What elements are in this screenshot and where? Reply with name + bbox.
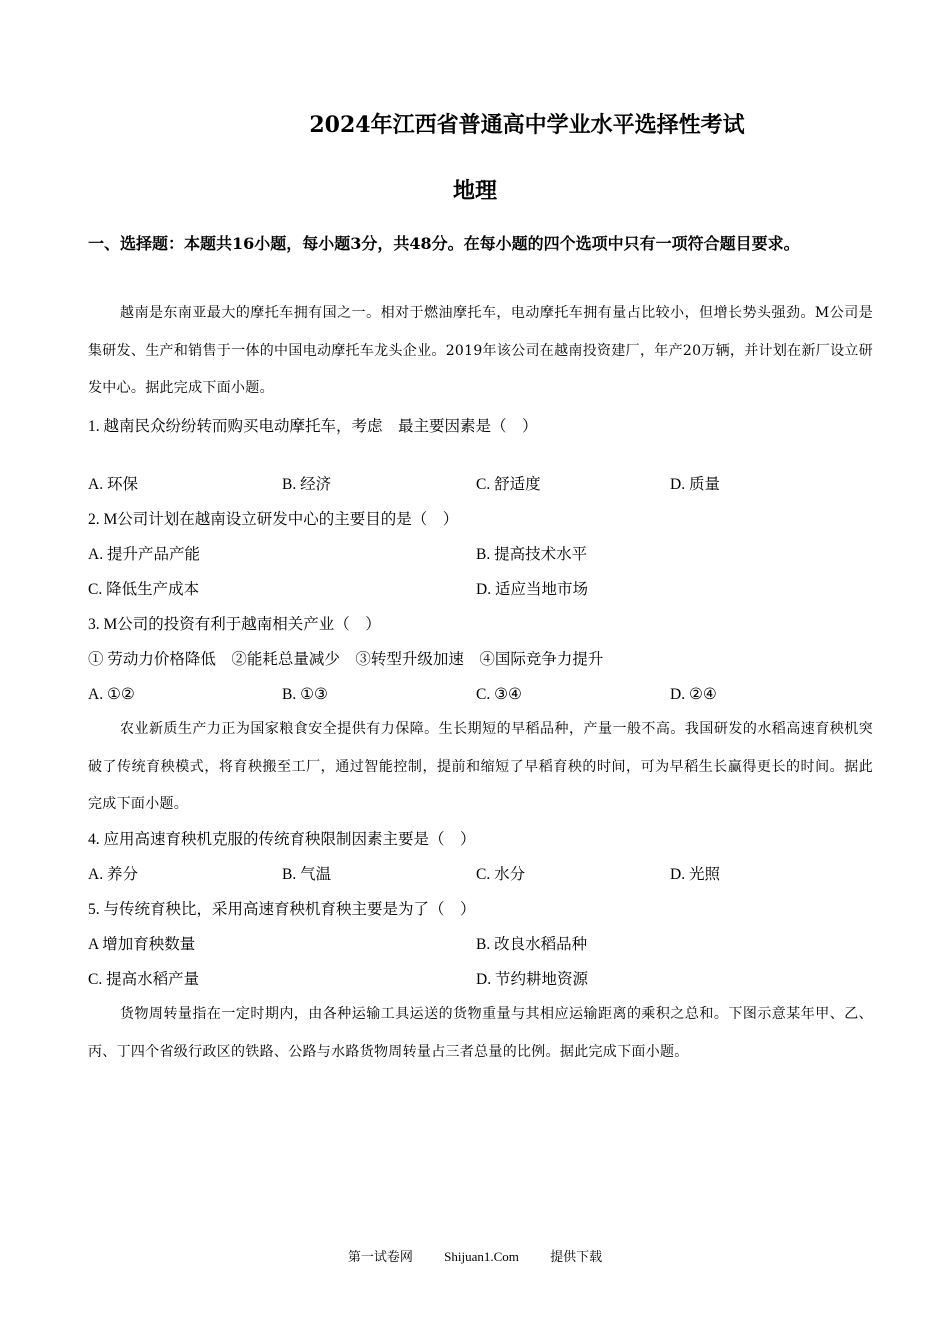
- footer-provide: 提供下载: [550, 1249, 603, 1264]
- q5-option-c[interactable]: C. 提高水稻产量: [88, 971, 200, 988]
- section-heading: 一、选择题：本题共16小题，每小题3分，共48分。在每小题的四个选项中只有一项符合题目要求。: [88, 234, 800, 253]
- passage-freight-turnover: 货物周转量指在一定时期内，由各种运输工具运送的货物重量与其相应运输距离的乘积之总和。下图示意某年甲、乙、丙、丁四个省级行政区的铁路、公路与水路货物周转量占三者总量的比例。据此完成下面小题。: [88, 1006, 873, 1060]
- q2-option-b[interactable]: B. 提高技术水平: [476, 546, 588, 563]
- q1-option-a[interactable]: A. 环保: [88, 476, 138, 493]
- q2-option-a[interactable]: A. 提升产品产能: [88, 546, 200, 563]
- q1-option-b[interactable]: B. 经济: [282, 476, 332, 493]
- exam-title: 2024年江西省普通高中学业水平选择性考试: [309, 112, 745, 138]
- q4-option-c[interactable]: C. 水分: [476, 866, 526, 883]
- q5-option-b[interactable]: B. 改良水稻品种: [476, 936, 588, 953]
- q3-option-c[interactable]: C. ③④: [476, 686, 522, 703]
- q3-option-b[interactable]: B. ①③: [282, 686, 328, 703]
- q1-option-c[interactable]: C. 舒适度: [476, 476, 541, 493]
- question-3-statements: ① 劳动力价格降低 ②能耗总量减少 ③转型升级加速 ④国际竞争力提升: [88, 651, 604, 668]
- q4-option-b[interactable]: B. 气温: [282, 866, 332, 883]
- q1-option-d[interactable]: D. 质量: [670, 476, 720, 493]
- q2-option-c[interactable]: C. 降低生产成本: [88, 581, 200, 598]
- q4-option-d[interactable]: D. 光照: [670, 866, 720, 883]
- q3-option-a[interactable]: A. ①②: [88, 686, 135, 703]
- question-5-stem: 5. 与传统育秧比，采用高速育秧机育秧主要是为了（ ）: [88, 901, 476, 918]
- q4-option-a[interactable]: A. 养分: [88, 866, 138, 883]
- question-3-stem: 3. M公司的投资有利于越南相关产业（ ）: [88, 616, 381, 633]
- q5-option-d[interactable]: D. 节约耕地资源: [476, 971, 588, 988]
- question-4-stem: 4. 应用高速育秧机克服的传统育秧限制因素主要是（ ）: [88, 831, 476, 848]
- footer-site-cn: 第一试卷网: [347, 1249, 413, 1264]
- q3-option-d[interactable]: D. ②④: [670, 686, 717, 703]
- subject-title: 地理: [452, 178, 497, 204]
- passage-rice-seedling: 农业新质生产力正为国家粮食安全提供有力保障。生长期短的早稻品种，产量一般不高。我国研发的水稻高速育秧机突破了传统育秧模式，将育秧搬至工厂，通过智能控制，提前和缩短了早稻育秧的时间，可为早稻生长赢得更长的时间。据此完成下面小题。: [88, 721, 873, 812]
- footer-site-en[interactable]: Shijuan1.Com: [444, 1249, 519, 1264]
- passage-motorcycle: 越南是东南亚最大的摩托车拥有国之一。相对于燃油摩托车，电动摩托车拥有量占比较小，但增长势头强劲。M公司是集研发、生产和销售于一体的中国电动摩托车龙头企业。2019年该公司在越南投资建厂，年产20万辆，并计划在新厂设立研发中心。据此完成下面小题。: [88, 305, 873, 396]
- question-2-stem: 2. M公司计划在越南设立研发中心的主要目的是（ ）: [88, 511, 459, 528]
- page-footer: [0, 1246, 950, 1265]
- q2-option-d[interactable]: D. 适应当地市场: [476, 581, 588, 598]
- question-1-stem: 1. 越南民众纷纷转而购买电动摩托车，考虑 最主要因素是（ ）: [88, 418, 538, 435]
- q5-option-a[interactable]: A 增加育秧数量: [88, 936, 196, 953]
